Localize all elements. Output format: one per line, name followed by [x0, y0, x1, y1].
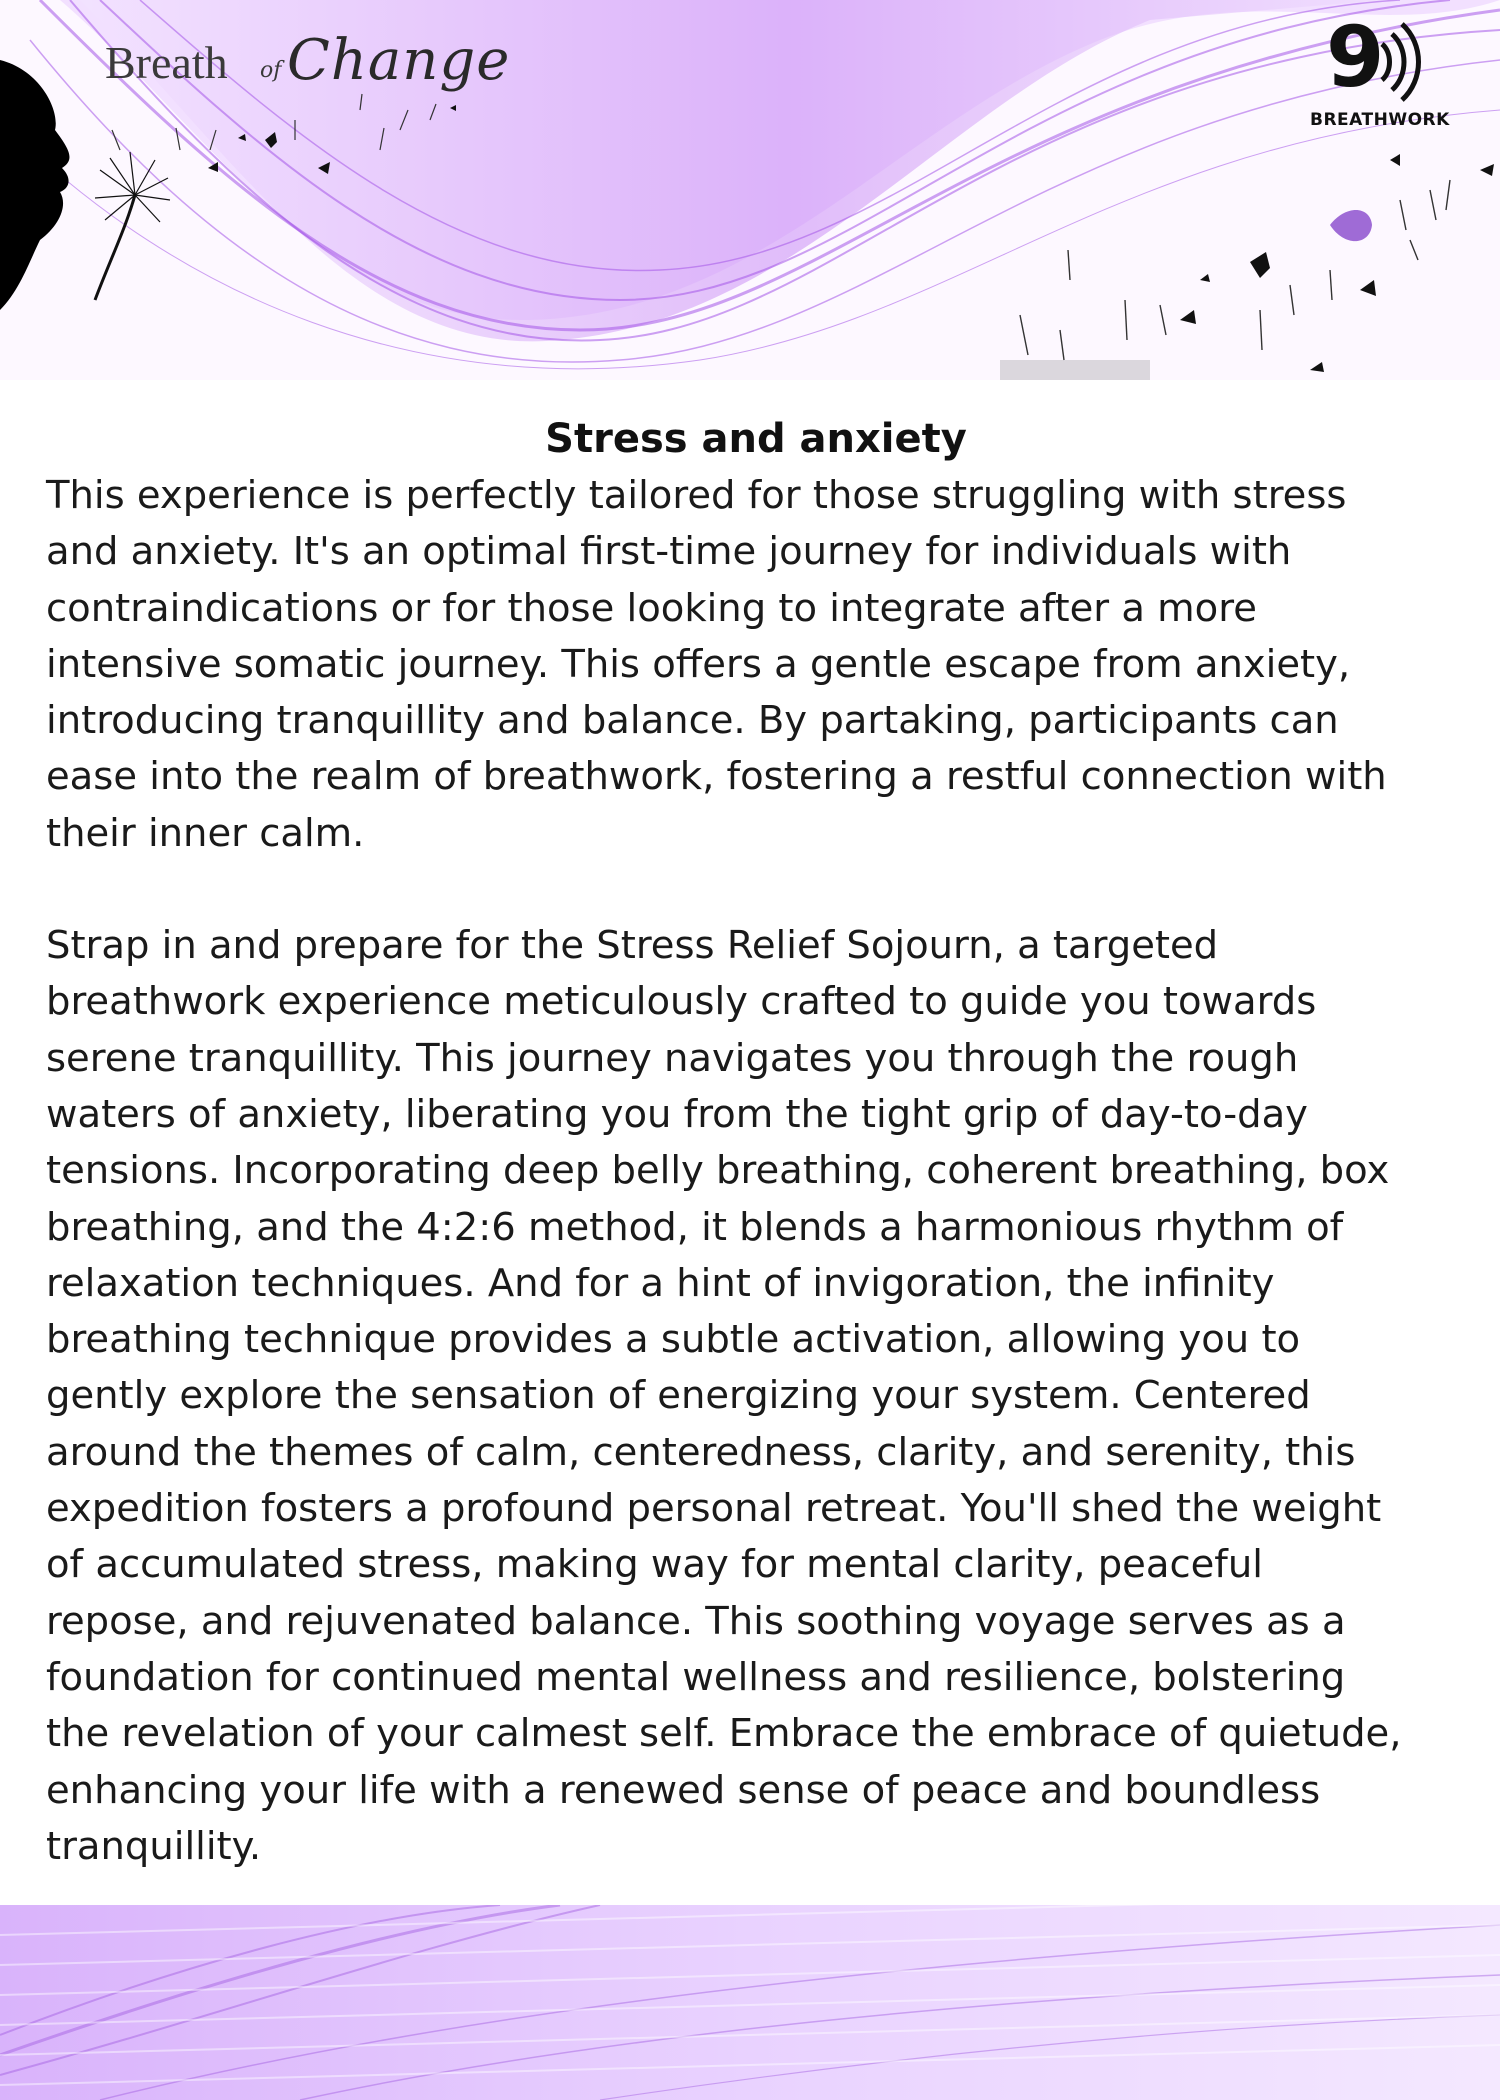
logo-numeral: 9: [1326, 8, 1385, 106]
article-paragraph-2: Strap in and prepare for the Stress Relief Sojourn, a targeted breathwork experience meticulously crafted to guide you towards serene tranquillity. This journey navigates you through the rough waters of anxiety, liberating you from the tight grip of day-to-day tensions. Incorporating deep belly breathing, coherent breathing, box breathing, and the 4:2:6 method, it blends a harmonious rhythm of relaxation techniques. And for a hint of invigoration, the infinity breathing technique provides a subtle activation, allowing you to gently explore the sensation of energizing your system. Centered around the themes of calm, centeredness, clarity, and serenity, this expedition fosters a profound personal retreat. You'll shed the weight of accumulated stress, making way for mental clarity, peaceful repose, and rejuvenated balance. This soothing voyage serves as a foundation for continued mental wellness and resilience, bolstering the revelation of your calmest self. Embrace the embrace of quietude, enhancing your life with a renewed sense of peace and boundless tranquillity.: [46, 923, 1402, 1869]
sound-waves-icon: [1376, 22, 1436, 102]
article-title: Stress and anxiety: [545, 416, 967, 462]
footer-wave-band: [0, 1905, 1500, 2100]
logo-label: BREATHWORK: [1310, 110, 1450, 130]
logo-word-breath: Breath: [105, 37, 228, 88]
breath-of-change-logo: [105, 28, 511, 108]
logo-word-of: of: [260, 58, 282, 83]
paragraph-spacer: [46, 862, 1466, 918]
logo-word-change: Change: [287, 28, 511, 93]
breathwork-logo: [1310, 8, 1460, 138]
article-paragraph-1: This experience is perfectly tailored for those struggling with stress and anxiety. It's an optimal first-time journey for individuals with contraindications or for those looking to integrate after a more intensive somatic journey. This offers a gentle escape from anxiety, introducing tranquillity and balance. By partaking, participants can ease into the realm of breathwork, fostering a restful connection with their inner calm.: [46, 473, 1387, 856]
header-banner: [0, 0, 1500, 380]
purple-wave-footer-decoration: [0, 1905, 1500, 2100]
article: [46, 410, 1466, 1875]
